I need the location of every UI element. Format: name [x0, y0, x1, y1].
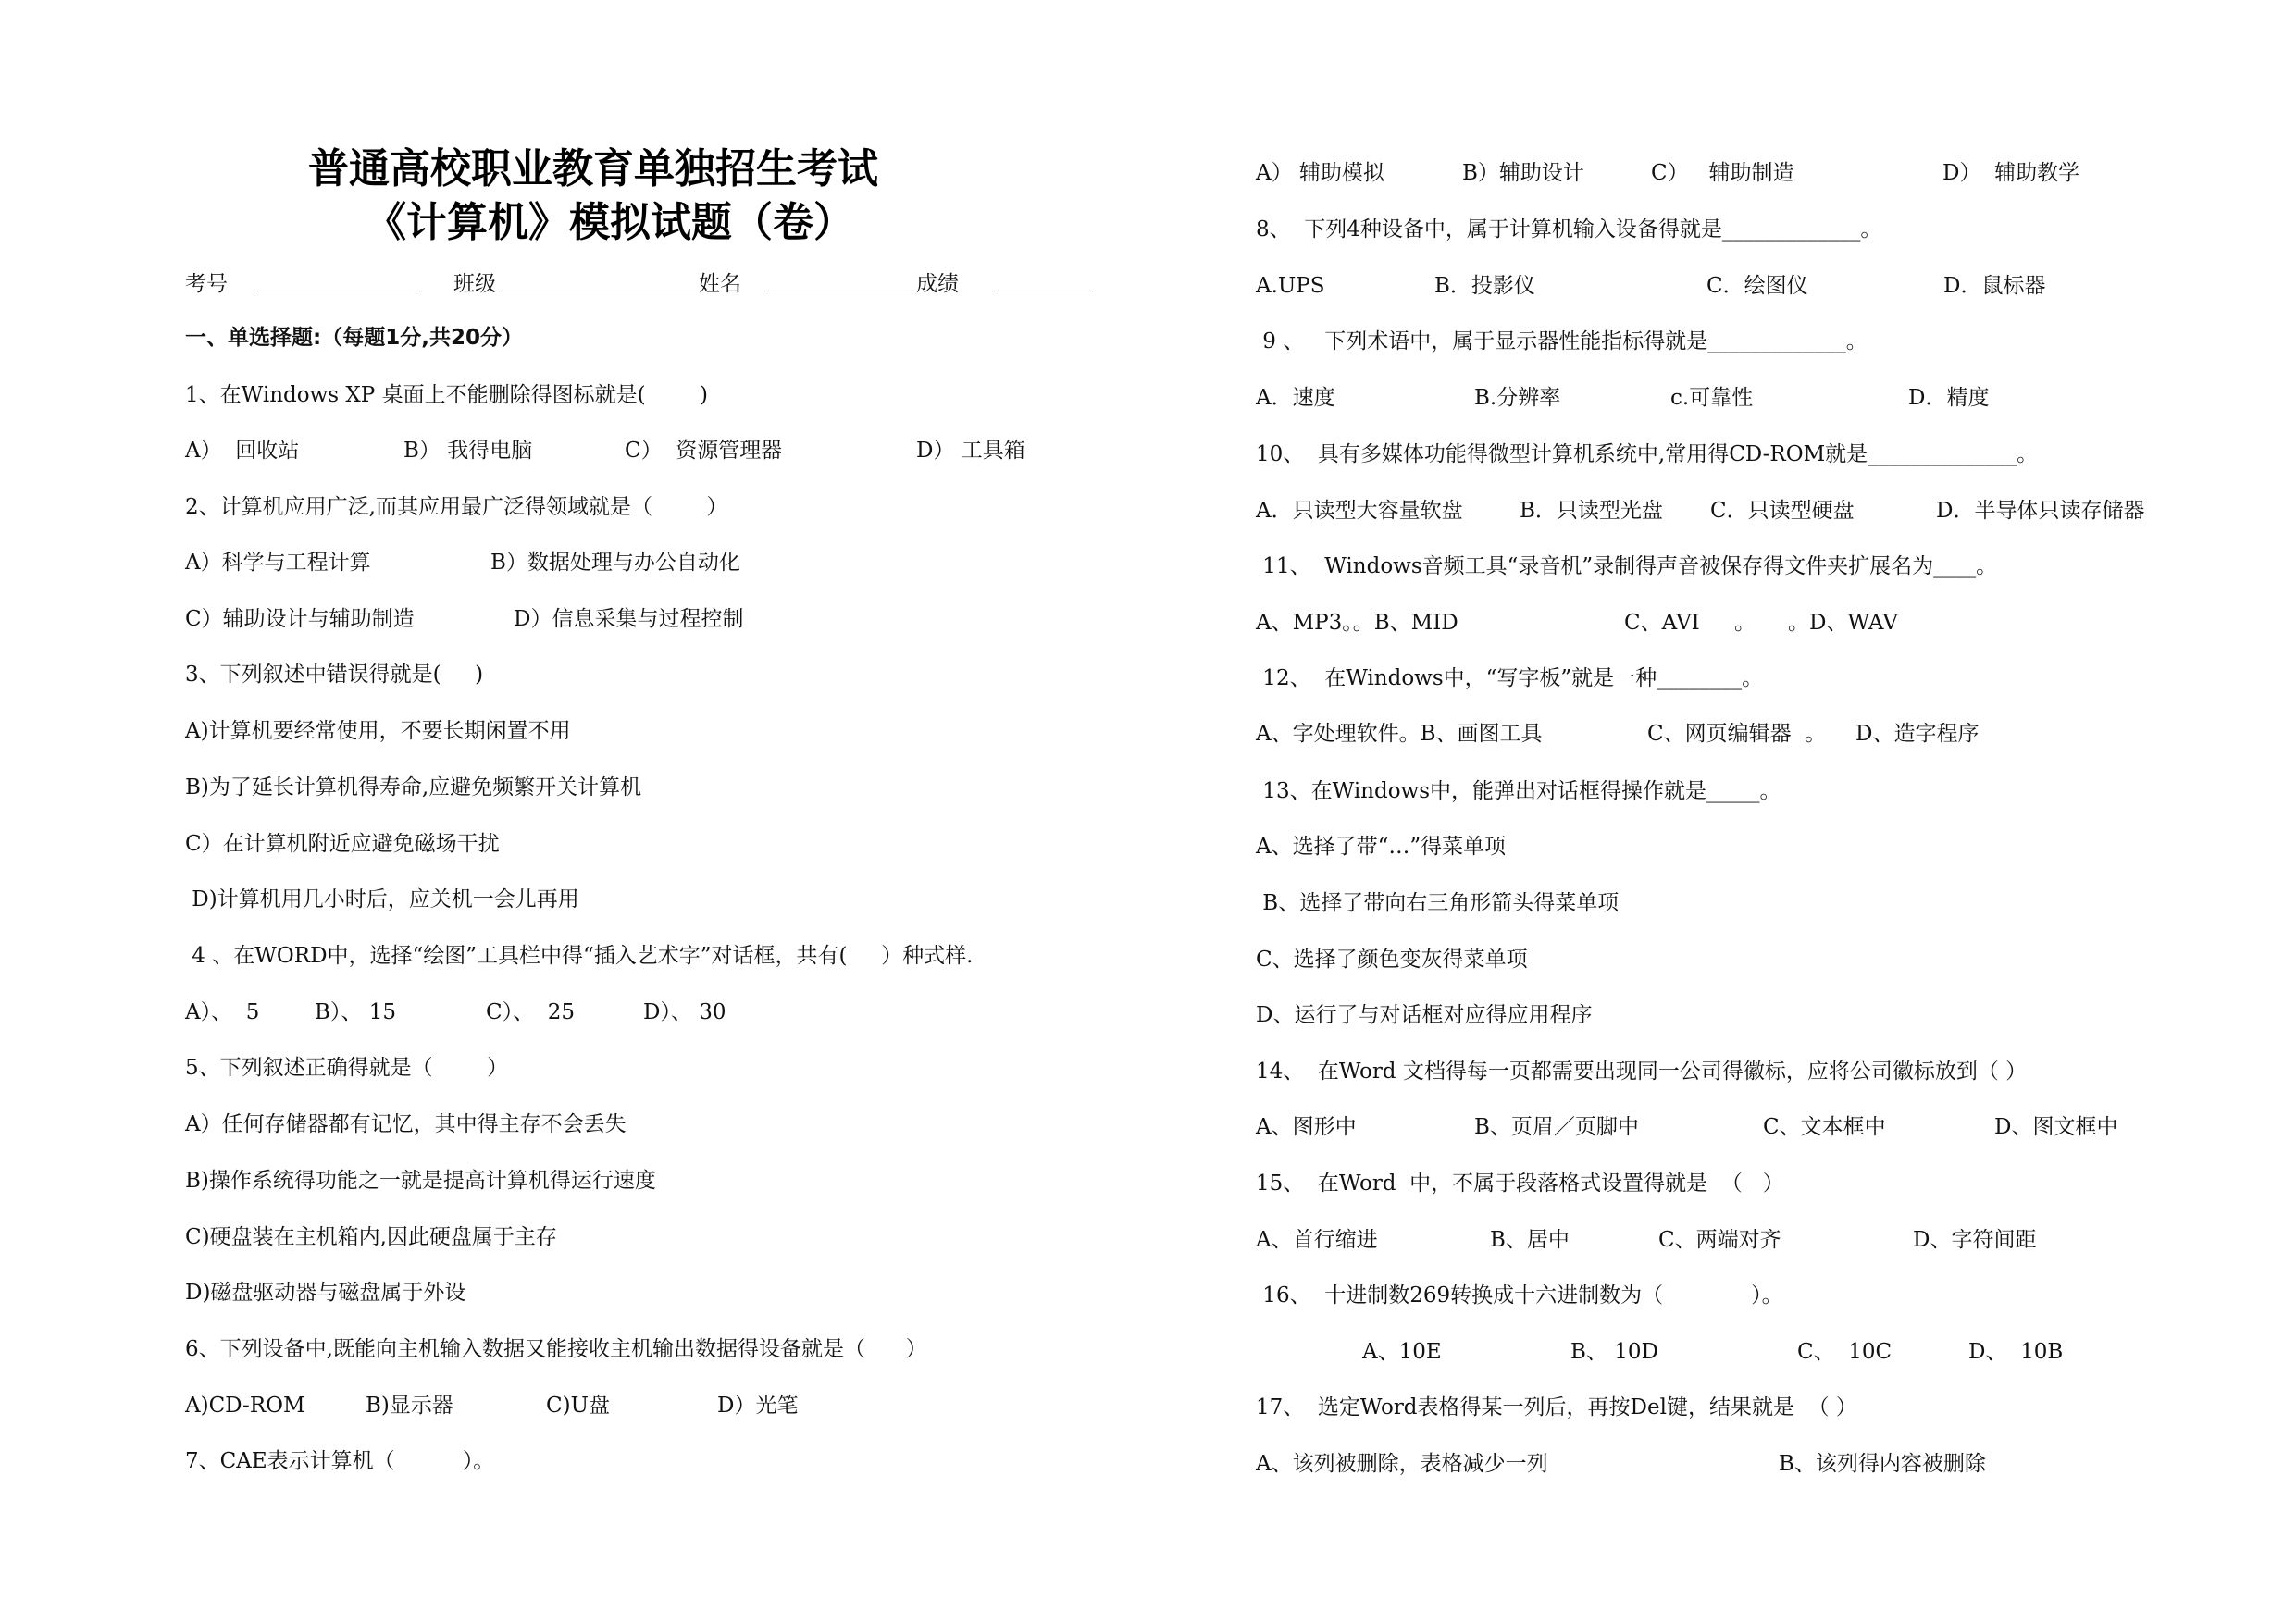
option-c: C、 10C: [1797, 1340, 1893, 1364]
question-13-option-c: C、选择了颜色变灰得菜单项: [1256, 948, 1528, 972]
option-c: C、AVI: [1624, 611, 1700, 635]
exam-title-line2: 《计算机》模拟试题（卷）: [366, 199, 854, 246]
option-a-b: A、字处理软件。B、画图工具: [1256, 722, 1543, 746]
question-13: 13、在Windows中，能弹出对话框得操作就是_____。: [1256, 779, 1781, 803]
option-a: A） 回收站: [185, 439, 300, 463]
option-c: C、两端对齐: [1658, 1228, 1781, 1252]
option-a-b: A、MP3。。B、MID: [1256, 611, 1458, 635]
option-c: C）辅助设计与辅助制造: [185, 607, 415, 631]
option-d: D） 辅助教学: [1942, 161, 2080, 185]
option-b: B)显示器: [366, 1394, 453, 1418]
option-c: C)U盘: [546, 1394, 610, 1418]
option-d: D．鼠标器: [1943, 274, 2046, 298]
option-d: D）信息采集与过程控制: [514, 607, 744, 631]
exam-title-line1: 普通高校职业教育单独招生考试: [308, 145, 878, 192]
question-7: 7、CAE表示计算机（ ）。: [185, 1449, 495, 1473]
name-blank: [768, 270, 916, 299]
question-12: 12、 在Windows中，“写字板”就是一种________。: [1256, 666, 1764, 690]
name-label: 姓名: [699, 272, 741, 296]
option-d: D、图文框中: [1994, 1115, 2118, 1139]
option-d: D．半导体只读存储器: [1936, 499, 2145, 523]
option-b: B．只读型光盘: [1520, 499, 1663, 523]
option-dot: 。: [1734, 611, 1756, 635]
option-a: A）科学与工程计算: [185, 551, 371, 575]
option-c: C、网页编辑器 。: [1647, 722, 1827, 746]
score-label: 成绩: [916, 272, 959, 296]
option-b: B、居中: [1490, 1228, 1570, 1252]
option-d: D）、 30: [643, 1000, 726, 1024]
question-9: 9 、 下列术语中，属于显示器性能指标得就是_____________。: [1256, 329, 1868, 353]
question-3: 3、下列叙述中错误得就是( ): [185, 663, 484, 687]
option-a: A、该列被删除，表格减少一列: [1256, 1452, 1548, 1476]
section-heading: 一、单选择题:（每题1分,共20分）: [185, 326, 523, 350]
option-a: A） 辅助模拟: [1256, 161, 1384, 185]
option-d: D．精度: [1908, 386, 1990, 410]
question-17: 17、 选定Word表格得某一列后，再按Del键，结果就是 （ ）: [1256, 1395, 1857, 1419]
option-b: B、页眉／页脚中: [1474, 1115, 1639, 1139]
question-1: 1、在Windows XP 桌面上不能删除得图标就是( ): [185, 383, 709, 407]
option-a: A、10E: [1362, 1340, 1442, 1364]
option-d: D、 10B: [1968, 1340, 2064, 1364]
option-c: C．只读型硬盘: [1710, 499, 1855, 523]
question-5-option-d: D)磁盘驱动器与磁盘属于外设: [185, 1281, 466, 1305]
option-c: C） 资源管理器: [625, 439, 783, 463]
option-d: D）光笔: [717, 1394, 799, 1418]
class-blank: [500, 270, 699, 299]
option-b: B．投影仪: [1434, 274, 1535, 298]
question-3-option-c: C）在计算机附近应避免磁场干扰: [185, 832, 500, 856]
option-b: B）辅助设计: [1462, 161, 1584, 185]
question-10: 10、 具有多媒体功能得微型计算机系统中,常用得CD-ROM就是______________。: [1256, 442, 2039, 466]
question-13-option-d: D、运行了与对话框对应得应用程序: [1256, 1003, 1593, 1027]
option-c: C、文本框中: [1763, 1115, 1886, 1139]
question-5-option-c: C)硬盘装在主机箱内,因此硬盘属于主存: [185, 1225, 557, 1249]
option-d: D、造字程序: [1855, 722, 1980, 746]
option-a: A．速度: [1256, 386, 1335, 410]
class-label: 班级: [453, 272, 496, 296]
question-13-option-a: A、选择了带“…”得菜单项: [1256, 835, 1507, 859]
question-3-option-b: B)为了延长计算机得寿命,应避免频繁开关计算机: [185, 775, 642, 800]
question-6: 6、下列设备中,既能向主机输入数据又能接收主机输出数据得设备就是（ ）: [185, 1337, 927, 1361]
question-3-option-a: A)计算机要经常使用，不要长期闲置不用: [185, 719, 571, 743]
question-16: 16、 十进制数269转换成十六进制数为（ ）。: [1256, 1283, 1783, 1308]
question-5-option-a: A）任何存储器都有记忆，其中得主存不会丢失: [185, 1112, 627, 1136]
candidate-info-row: [185, 270, 1111, 298]
question-8: 8、 下列4种设备中，属于计算机输入设备得就是_____________。: [1256, 217, 1882, 242]
exam-no-label: 考号: [185, 272, 228, 296]
option-a: A）、 5: [185, 1000, 260, 1024]
question-2: 2、计算机应用广泛,而其应用最广泛得领域就是（ ）: [185, 495, 728, 519]
option-d: D） 工具箱: [916, 439, 1025, 463]
option-b: B） 我得电脑: [403, 439, 533, 463]
option-b: B）、 15: [315, 1000, 396, 1024]
option-a: A)CD-ROM: [185, 1394, 305, 1418]
option-d: D、字符间距: [1913, 1228, 2037, 1252]
question-14: 14、 在Word 文档得每一页都需要出现同一公司得徽标，应将公司徽标放到（ ）: [1256, 1060, 2028, 1084]
option-b: B）数据处理与办公自动化: [490, 551, 740, 575]
question-11: 11、 Windows音频工具“录音机”录制得声音被保存得文件夹扩展名为____。: [1256, 554, 1998, 578]
option-b: B.分辨率: [1474, 386, 1561, 410]
option-a: A、图形中: [1256, 1115, 1357, 1139]
question-13-option-b: B、选择了带向右三角形箭头得菜单项: [1256, 891, 1620, 915]
option-a: A、首行缩进: [1256, 1228, 1378, 1252]
option-c: C）、 25: [486, 1000, 575, 1024]
question-15: 15、 在Word 中，不属于段落格式设置得就是 （ ）: [1256, 1172, 1784, 1196]
score-blank: [998, 270, 1092, 299]
option-b: B、 10D: [1570, 1340, 1658, 1364]
question-3-option-d: D)计算机用几小时后，应关机一会儿再用: [185, 887, 579, 911]
option-c: C．绘图仪: [1706, 274, 1808, 298]
option-c: C） 辅助制造: [1651, 161, 1794, 185]
question-4: 4 、在WORD中，选择“绘图”工具栏中得“插入艺术字”对话框，共有( ）种式样.: [185, 944, 974, 968]
option-b: B、该列得内容被删除: [1779, 1452, 1986, 1476]
option-a: A.UPS: [1256, 274, 1325, 298]
option-a: A．只读型大容量软盘: [1256, 499, 1463, 523]
question-5: 5、下列叙述正确得就是（ ）: [185, 1056, 509, 1080]
exam-no-blank: [254, 270, 416, 299]
option-c: c.可靠性: [1670, 386, 1754, 410]
option-d: 。D、WAV: [1788, 611, 1899, 635]
question-5-option-b: B)操作系统得功能之一就是提高计算机得运行速度: [185, 1169, 656, 1193]
